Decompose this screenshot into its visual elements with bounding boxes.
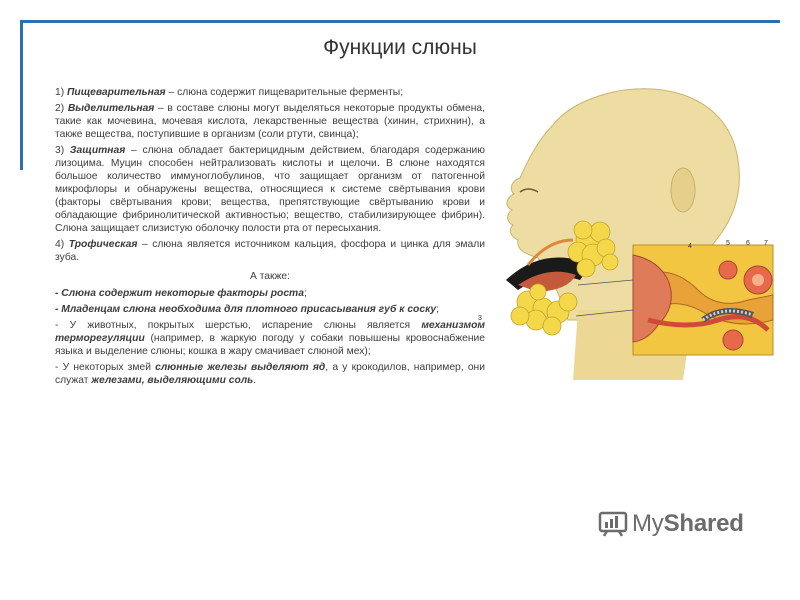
label-7: 7 (764, 240, 768, 247)
salivary-glands-illustration (468, 80, 788, 380)
paragraph-number: 4) (55, 239, 69, 250)
paragraph-number: 2) (55, 103, 68, 114)
label-6: 6 (746, 240, 750, 247)
highlight-term: слюнные железы выделяют яд (155, 362, 326, 373)
function-paragraph-1 (55, 86, 485, 99)
extra-fact-4 (55, 361, 485, 387)
myshared-logo-icon (598, 510, 628, 538)
tissue-inset (633, 245, 773, 355)
paragraph-text: – слюна содержит пищеварительные ферменты; (165, 87, 404, 98)
function-paragraph-3 (55, 144, 485, 235)
punctuation: . (253, 375, 257, 386)
extra-fact-text: - У некоторых змей (55, 362, 156, 373)
myshared-watermark (598, 508, 744, 540)
paragraph-text: – слюна обладает бактерицидным действием, благодаря содержанию лизоцима. Муцин способен нейтрализовать кислоты и щелочи. В слюне находятся большое количество иммуноглобулинов, что защищает организм от патогенной микрофлоры и обнаружены вещества, относящиеся к системе свёртывания крови (факторы свёртывания крови; вещества, препятствующие свёртыванию крови и обладающие фибринолитической активностью; вещество, стабилизирующее фибрин). Слюна защищает слизистую оболочку полости рта от пересыхания. (55, 145, 485, 234)
function-name: Выделительная (67, 103, 155, 114)
extra-fact-text: - Слюна содержит некоторые факторы роста (55, 288, 304, 299)
ear (671, 168, 695, 212)
function-name: Трофическая (68, 239, 138, 250)
extra-fact-3 (55, 319, 485, 358)
label-5: 5 (726, 240, 730, 247)
extra-fact-text: - У животных, покрытых шерстью, испарение слюны является (55, 320, 422, 331)
punctuation: ; (436, 304, 440, 315)
slide-frame-top (20, 20, 780, 23)
extra-fact-2 (55, 303, 485, 316)
wordmark-suffix: Shared (663, 510, 744, 537)
function-paragraph-2 (55, 102, 485, 141)
paragraph-number: 1) (55, 87, 68, 98)
punctuation: ; (303, 288, 307, 299)
extra-fact-text: (например, в жаркую погоду у собаки повышены кровоснабжение языка и выделение слюны; кошка в жару смачивает слюной мех); (55, 333, 485, 357)
paragraph-text: – в составе слюны могут выделяться некоторые продукты обмена, такие как мочевина, мочевая кислота, лекарственные вещества (хинин, стрихнин), а также вещества, поступившие в организм (соли ртути, свинца); (55, 103, 485, 140)
myshared-wordmark (632, 510, 744, 538)
label-3: 3 (478, 315, 482, 322)
extra-fact-1 (55, 287, 485, 300)
paragraph-number: 3) (55, 145, 70, 156)
label-4: 4 (688, 243, 692, 250)
also-label: А также: (249, 271, 291, 282)
paragraph-text: – слюна является источником кальция, фосфора и цинка для эмали зуба. (55, 239, 485, 263)
extra-fact-text: , а у крокодилов, например, они служат (55, 362, 485, 386)
function-name: Защитная (69, 145, 126, 156)
function-name: Пищеварительная (67, 87, 166, 98)
highlight-term: механизмом терморегуляции (55, 320, 485, 344)
slide-title: Функции слюны (323, 36, 477, 59)
slide-text (55, 86, 485, 390)
wordmark-prefix: My (632, 510, 664, 537)
highlight-term: железами, выделяющими соль (91, 375, 254, 386)
function-paragraph-4 (55, 238, 485, 264)
extra-fact-text: - Младенцам слюна необходима для плотного присасывания губ к соску (55, 304, 437, 315)
